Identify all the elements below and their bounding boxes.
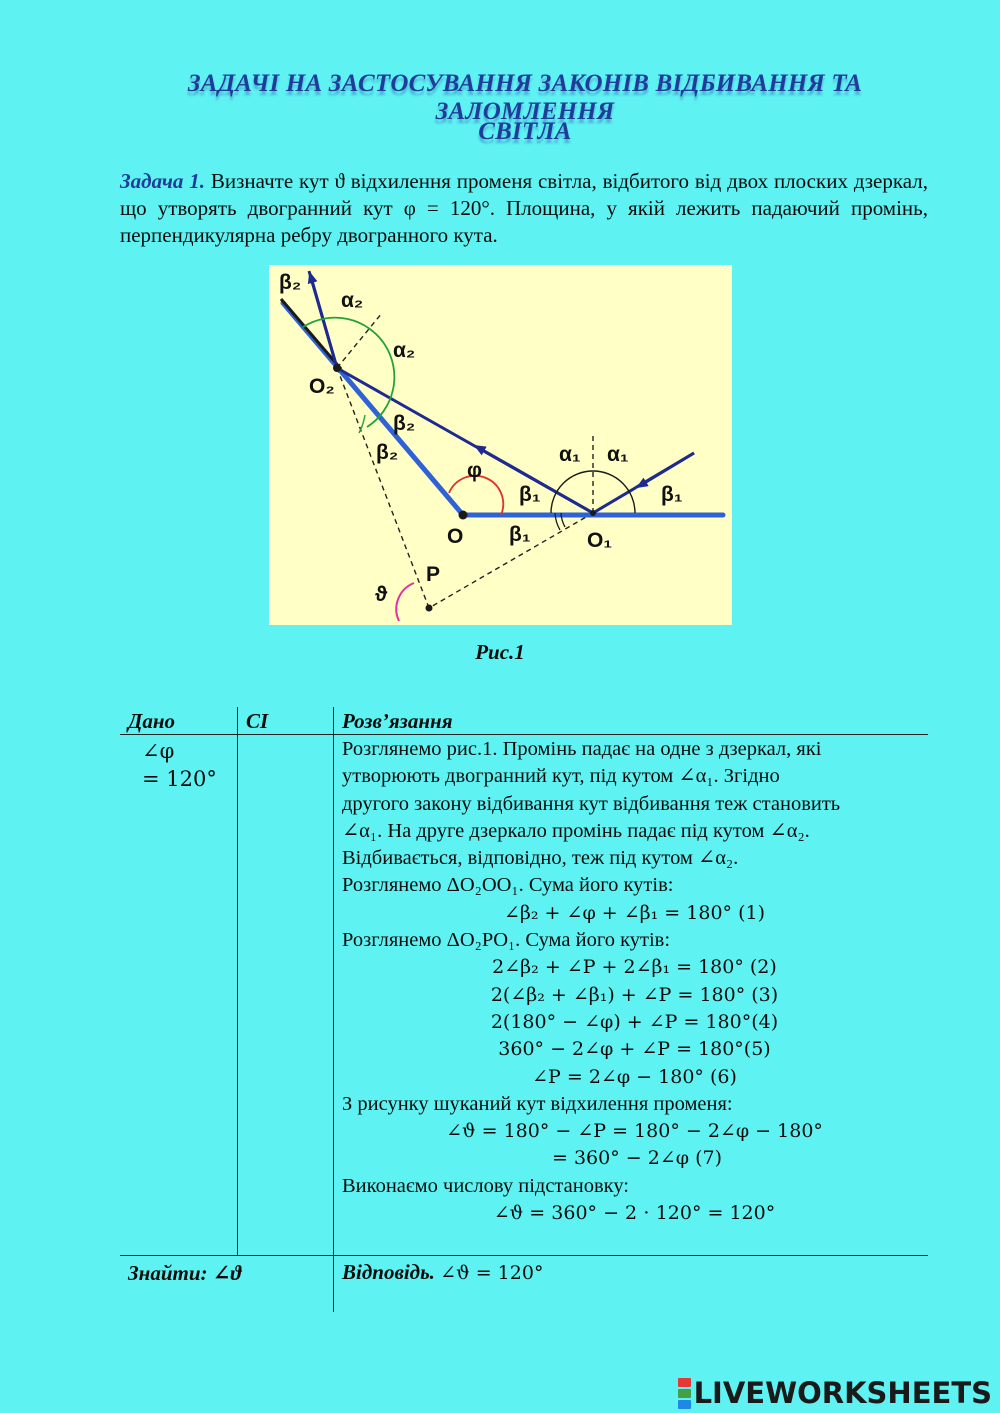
solution-line: другого закону відбивання кут відбивання теж становить [342,792,841,815]
logo-mark-icon [678,1377,691,1410]
point-o1 [590,510,596,516]
arc-alpha2 [303,318,394,427]
label-alpha2-top: α₂ [341,289,364,312]
document-title-line1: ЗАДАЧІ НА ЗАСТОСУВАННЯ ЗАКОНІВ ВІДБИВАННЯ ТА ЗАЛОМЛЕННЯ [187,70,863,125]
label-alpha1-right: α₁ [607,443,629,466]
solution-line: З рисунку шуканий кут відхилення променя: [342,1092,733,1115]
table-header-rule [120,734,928,735]
solution-line: 360° − 2∠φ + ∠P = 180°(5) [498,1038,771,1061]
header-solution: Розв’язання [342,709,453,733]
mirror-left-shade [281,299,341,369]
solution-line: 2∠β₂ + ∠P + 2∠β₁ = 180° (2) [492,956,777,979]
extension-o2-p [337,368,429,608]
solution-line: Розглянемо ΔO₂OO₁. Сума його кутів: [342,874,674,897]
document-title-line2: СВІТЛА [478,118,572,145]
find-label: Знайти: ∠ϑ [128,1261,242,1285]
header-si: СІ [246,709,269,733]
figure-diagram [269,265,732,625]
solution-line: Відбивається, відповідно, теж під кутом ∠α₂. [342,847,739,870]
solution-line: 2(∠β₂ + ∠β₁) + ∠P = 180° (3) [490,983,779,1006]
solution-line: ∠ϑ = 180° − ∠P = 180° − 2∠φ − 180° [446,1120,823,1143]
label-o2: O₂ [309,375,335,398]
task-text: Визначте кут ϑ відхилення променя світла, відбитого від двох плоских дзеркал, що утворять двогранний кут φ = 120°. Площина, у якій лежить падаючий промінь, перпендикулярна ребру двогранного кута. [120,169,928,247]
table-col-divider-2 [333,707,334,1312]
label-p: P [426,563,441,586]
header-given: Дано [128,709,176,733]
label-beta1-c: β₁ [509,523,531,546]
label-phi: φ [467,459,483,482]
point-o [459,511,468,520]
answer-value: ∠ϑ = 120° [440,1262,544,1284]
label-theta: ϑ [375,583,388,606]
task-statement [120,168,928,249]
point-o2 [333,364,341,372]
table-col-divider-1 [237,707,238,1255]
arc-beta2 [359,415,365,433]
label-beta1-a: β₁ [519,483,541,506]
table-find-rule [120,1255,928,1256]
arc-theta [396,583,414,621]
figure-mirrors [269,265,732,625]
solution-line: ∠β₂ + ∠φ + ∠β₁ = 180° (1) [504,901,765,924]
solution-line: Розглянемо ΔO₂PO₁. Сума його кутів: [342,929,671,952]
normal-o2 [337,313,382,368]
solution-line: утворюють двогранний кут, під кутом ∠α₁. Згідно [342,765,780,788]
label-o: O [447,525,464,548]
solution-line: = 360° − 2∠φ (7) [552,1147,722,1170]
logo-text: LIVEWORKSHEETS [693,1376,992,1410]
label-beta1-b: β₁ [661,483,683,506]
solution-line: Виконаємо числову підстановку: [342,1174,629,1197]
label-beta2-top: β₂ [279,271,302,294]
given-values [142,737,217,793]
solution-line: ∠α₁. На друге дзеркало промінь падає під кутом ∠α₂. [342,819,810,842]
label-beta2-b: β₂ [376,441,399,464]
solution-text [342,736,927,1227]
task-label: Задача 1. [120,169,205,193]
figure-caption: Рис.1 [475,640,525,664]
given-line-2: = 120° [142,767,217,791]
solution-line: Розглянемо рис.1. Промінь падає на одне з дзеркал, які [342,738,822,760]
solution-line: ∠ϑ = 360° − 2 ⋅ 120° = 120° [493,1202,776,1225]
solution-line: ∠P = 2∠φ − 180° (6) [532,1065,737,1088]
answer-label: Відповідь. [342,1260,435,1284]
liveworksheets-logo [678,1376,992,1410]
label-alpha1-left: α₁ [559,443,581,466]
label-beta2-a: β₂ [393,412,416,435]
point-p [426,605,433,612]
label-o1: O₁ [587,529,613,552]
label-alpha2-mid: α₂ [393,339,416,362]
solution-line: 2(180° − ∠φ) + ∠P = 180°(4) [490,1010,779,1033]
answer [342,1260,543,1285]
given-line-1: ∠φ [142,739,175,763]
